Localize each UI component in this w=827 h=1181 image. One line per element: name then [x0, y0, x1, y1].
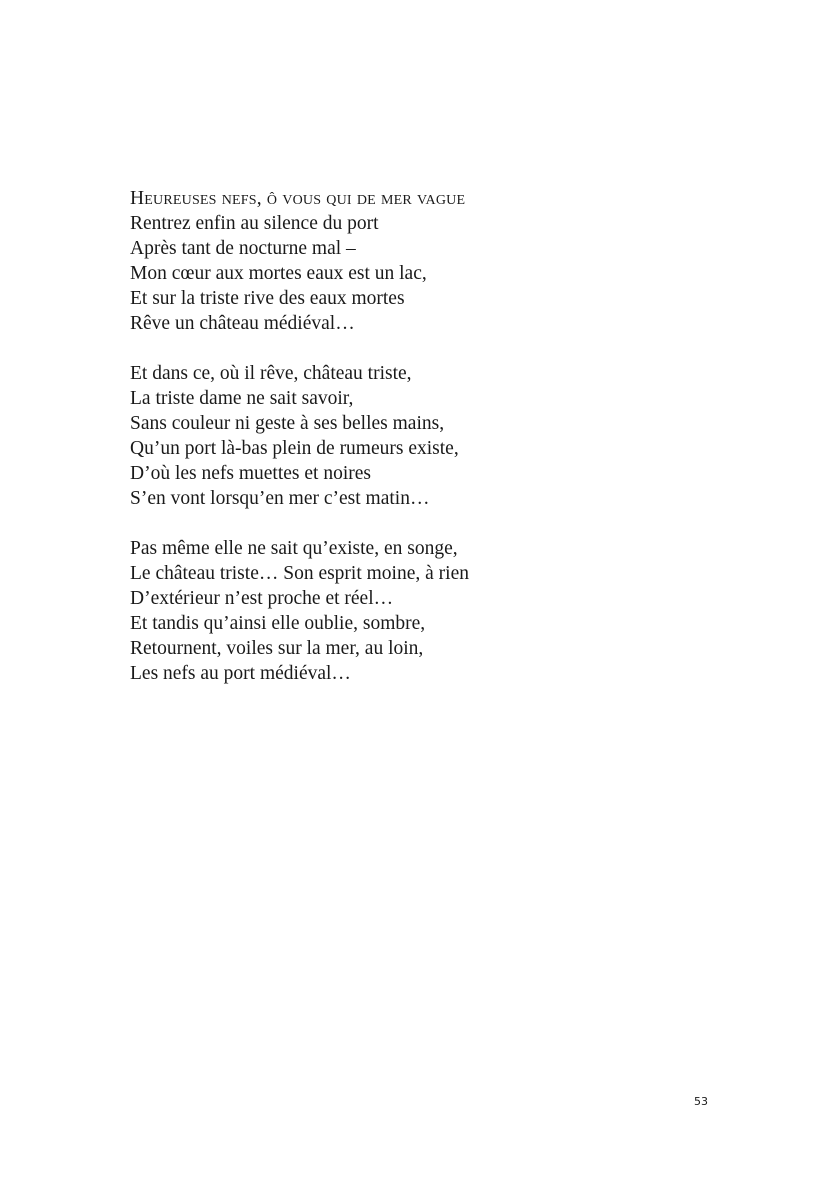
poem-line: Et tandis qu’ainsi elle oublie, sombre, [130, 613, 426, 634]
poem-line: Retournent, voiles sur la mer, au loin, [130, 638, 424, 659]
poem-line: Les nefs au port médiéval… [130, 663, 351, 684]
poem-line: Rentrez enfin au silence du port [130, 213, 379, 234]
stanza-1 [130, 186, 730, 336]
poem-line: Heureuses nefs, ô vous qui de mer vague [130, 188, 466, 209]
poem-line: La triste dame ne sait savoir, [130, 388, 354, 409]
poem-line: Et dans ce, où il rêve, château triste, [130, 363, 412, 384]
poem-line: Mon cœur aux mortes eaux est un lac, [130, 263, 427, 284]
poem-line: Qu’un port là-bas plein de rumeurs existe, [130, 438, 459, 459]
poem [130, 186, 730, 711]
poem-line: Rêve un château médiéval… [130, 313, 355, 334]
poem-line: S’en vont lorsqu’en mer c’est matin… [130, 488, 430, 509]
poem-line: Et sur la triste rive des eaux mortes [130, 288, 405, 309]
poem-line: Pas même elle ne sait qu’existe, en songe, [130, 538, 458, 559]
poem-line: Le château triste… Son esprit moine, à rien [130, 563, 469, 584]
stanza-3 [130, 536, 730, 686]
page-number: 53 [694, 1095, 708, 1108]
stanza-2 [130, 361, 730, 511]
poem-line: Après tant de nocturne mal – [130, 238, 356, 259]
poem-line: D’extérieur n’est proche et réel… [130, 588, 394, 609]
poem-line: Sans couleur ni geste à ses belles mains, [130, 413, 445, 434]
poem-line: D’où les nefs muettes et noires [130, 463, 371, 484]
